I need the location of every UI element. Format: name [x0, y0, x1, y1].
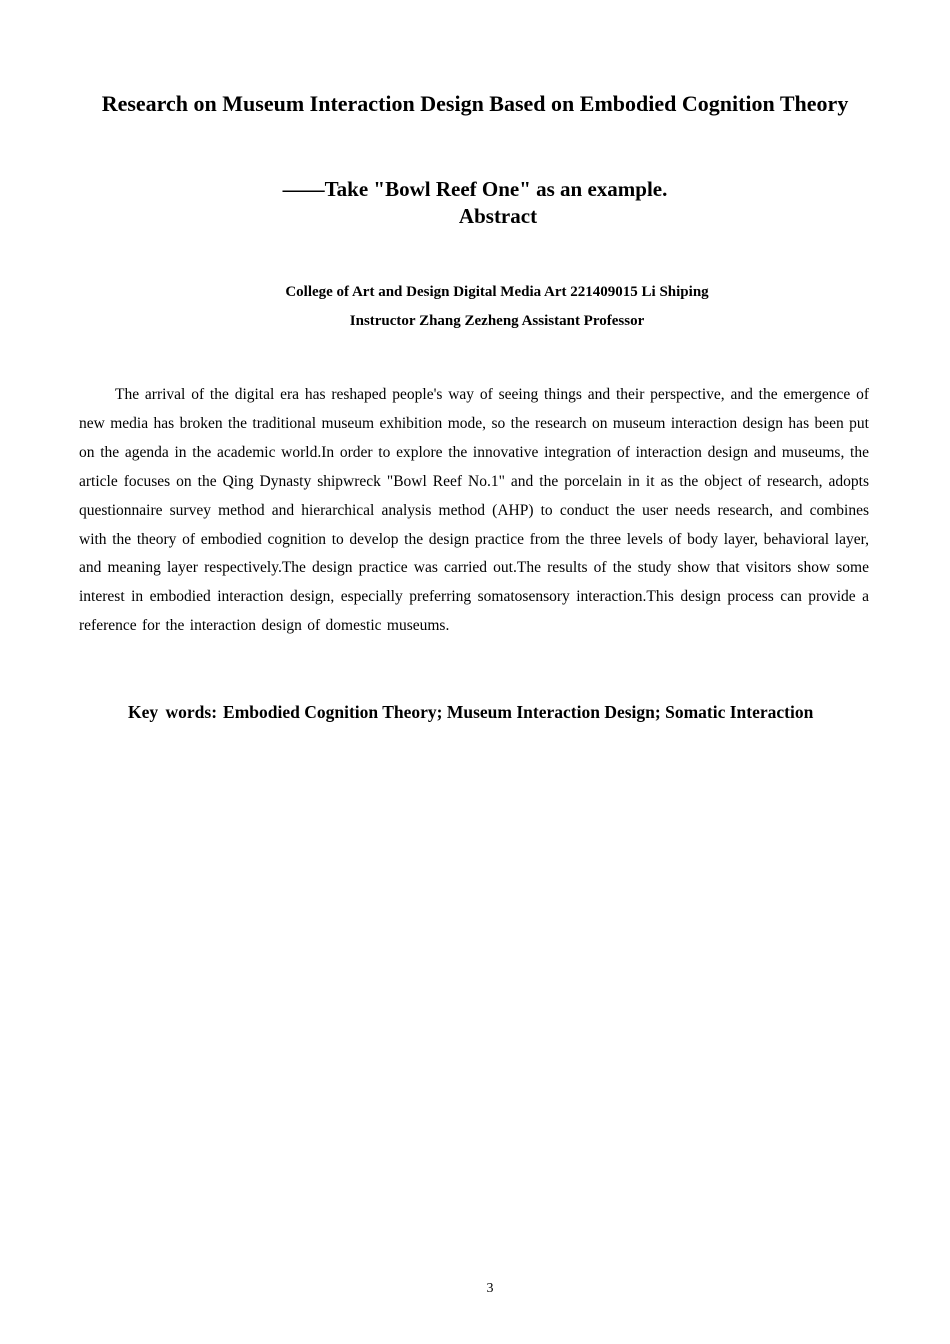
abstract-body: The arrival of the digital era has reshaped people's way of seeing things and their perspective, and the emergence of new media has broken the traditional museum exhibition mode, so the research on museum interaction design has been put on the agenda in the academic world.In order to explore the innovative integration of interaction design and museums, the article focuses on the Qing Dynasty shipwreck "Bowl Reef No.1" and the porcelain in it as the object of research, adopts questionnaire survey method and hierarchical analysis method (AHP) to conduct the user needs research, and combines with the theory of embodied cognition to develop the design practice from the three levels of body layer, behavioral layer, and meaning layer respectively.The design practice was carried out.The results of the study show that visitors show some interest in embodied interaction design, especially preferring somatosensory interaction.This design process can provide a reference for the interaction design of domestic museums. [79, 386, 869, 635]
instructor-line: Instructor Zhang Zezheng Assistant Professor [349, 313, 645, 329]
author-line: College of Art and Design Digital Media Art 221409015 Li Shiping [285, 284, 709, 300]
keywords-block [128, 696, 818, 729]
keywords-label: Key words: [128, 702, 218, 722]
paper-title: Research on Museum Interaction Design Based on Embodied Cognition Theory [101, 91, 849, 116]
page-number: 3 [486, 1281, 494, 1296]
abstract-heading: Abstract [458, 204, 538, 228]
paper-subtitle: ——Take "Bowl Reef One" as an example. [282, 177, 668, 201]
keywords-list: Embodied Cognition Theory; Museum Interaction Design; Somatic Interaction [223, 702, 814, 722]
